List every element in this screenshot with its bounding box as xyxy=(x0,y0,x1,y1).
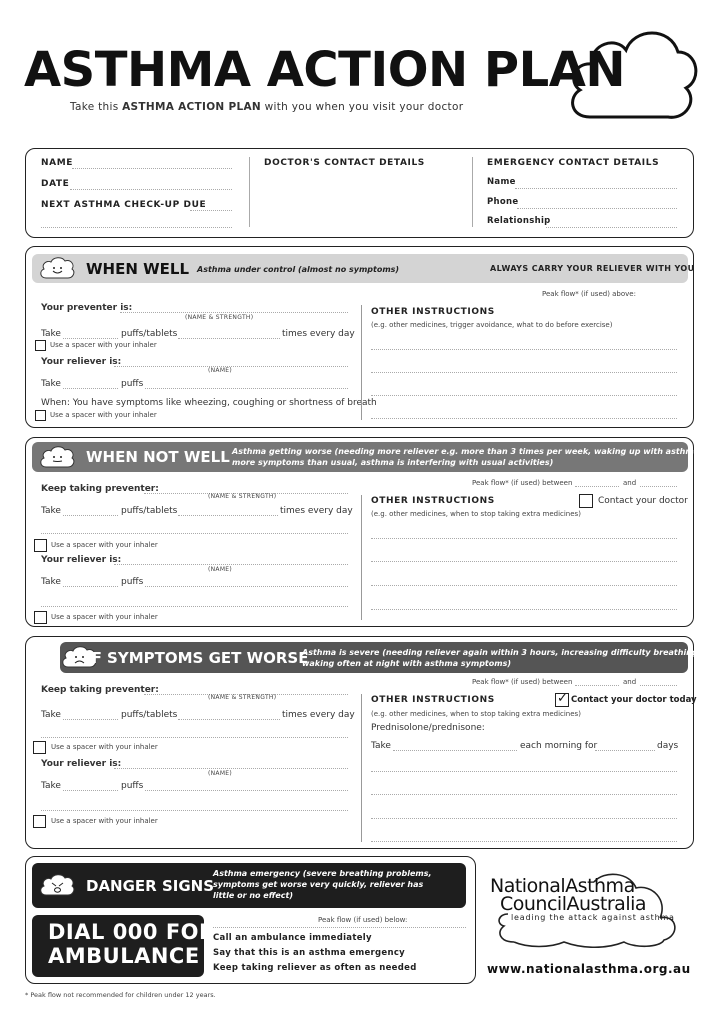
wnw-name-strength: (NAME & STRENGTH) xyxy=(208,493,277,500)
iw-contact-today-checkbox[interactable] xyxy=(555,693,569,707)
happy-cloud-icon xyxy=(38,256,76,280)
iw-extra-line-2[interactable] xyxy=(41,810,348,811)
iw-days-field[interactable] xyxy=(595,750,655,751)
iw-name-only: (NAME) xyxy=(208,770,233,777)
iw-peak-field-1[interactable] xyxy=(575,685,619,686)
wnw-other-line-3[interactable] xyxy=(371,585,677,586)
iw-pred-take: Take xyxy=(371,741,391,751)
iw-spacer-checkbox-1[interactable] xyxy=(33,741,46,754)
danger-step-3: Keep taking reliever as often as needed xyxy=(213,963,417,973)
ww-preventer-field[interactable] xyxy=(120,312,348,313)
iw-extra-line[interactable] xyxy=(41,737,348,738)
divider xyxy=(472,157,473,227)
brand-line-1: NationalAsthma xyxy=(490,875,635,897)
iw-spacer-text-1: Use a spacer with your inhaler xyxy=(51,743,158,751)
brand-tagline: leading the attack against asthma xyxy=(511,913,675,922)
ww-spacer-text-2: Use a spacer with your inhaler xyxy=(50,411,157,419)
ww-take-label: Take xyxy=(41,329,61,339)
iw-reliever-puffs: puffs xyxy=(121,781,144,791)
doctor-contact-label: DOCTOR'S CONTACT DETAILS xyxy=(264,158,425,168)
danger-step-1: Call an ambulance immediately xyxy=(213,933,372,943)
wnw-reliever-puffs: puffs xyxy=(121,577,144,587)
if-worse-title: IF SYMPTOMS GET WORSE xyxy=(86,649,309,667)
wnw-peak-label: Peak flow* (if used) between xyxy=(472,479,573,487)
wnw-peak-field-1[interactable] xyxy=(575,486,619,487)
iw-take-label: Take xyxy=(41,710,61,720)
wnw-times-every-day: times every day xyxy=(280,506,353,516)
page-subtitle: Take this ASTHMA ACTION PLAN with you when you visit your doctor xyxy=(70,101,464,113)
em-relationship-field[interactable] xyxy=(546,227,677,228)
wnw-extra-line[interactable] xyxy=(41,533,348,534)
wnw-take-label: Take xyxy=(41,506,61,516)
iw-reliever-field[interactable] xyxy=(114,768,348,769)
wnw-peak-field-2[interactable] xyxy=(640,486,677,487)
ww-reliever-label: Your reliever is: xyxy=(41,357,122,367)
dial-000-line-2: AMBULANCE xyxy=(48,944,200,968)
iw-other-line-1[interactable] xyxy=(371,771,677,772)
wnw-other-line-4[interactable] xyxy=(371,609,677,610)
ww-other-line-2[interactable] xyxy=(371,372,677,373)
ww-other-hint: (e.g. other medicines, trigger avoidance, what to do before exercise) xyxy=(371,321,613,329)
emergency-contact-label: EMERGENCY CONTACT DETAILS xyxy=(487,158,660,168)
ww-preventer-label: Your preventer is: xyxy=(41,303,133,313)
iw-peak-and: and xyxy=(623,678,637,686)
wnw-desc-2: more symptoms than usual, asthma is interfering with usual activities) xyxy=(232,458,554,467)
danger-peak-label: Peak flow (if used) below: xyxy=(318,916,408,924)
name-field[interactable] xyxy=(72,168,232,169)
danger-step-2: Say that this is an asthma emergency xyxy=(213,948,406,958)
ww-other-label: OTHER INSTRUCTIONS xyxy=(371,307,495,317)
wnw-reliever-field[interactable] xyxy=(114,564,348,565)
wnw-other-label: OTHER INSTRUCTIONS xyxy=(371,496,495,506)
iw-take-field[interactable] xyxy=(63,719,118,720)
date-label: DATE xyxy=(41,179,70,189)
ww-spacer-checkbox-1[interactable] xyxy=(35,340,46,351)
ww-puffs-tablets: puffs/tablets xyxy=(121,329,178,339)
iw-spacer-checkbox-2[interactable] xyxy=(33,815,46,828)
wnw-times-field[interactable] xyxy=(178,515,278,516)
brand-line-2: CouncilAustralia xyxy=(500,893,647,915)
ww-other-line-3[interactable] xyxy=(371,395,677,396)
iw-other-line-3[interactable] xyxy=(371,818,677,819)
ww-reliever-take-field[interactable] xyxy=(63,388,118,389)
danger-desc-2: symptoms get worse very quickly, reliever has xyxy=(213,880,424,889)
em-phone-field[interactable] xyxy=(517,208,677,209)
iw-peak-field-2[interactable] xyxy=(640,685,677,686)
wnw-other-line-2[interactable] xyxy=(371,561,677,562)
ww-spacer-text-1: Use a spacer with your inhaler xyxy=(50,341,157,349)
em-name-label: Name xyxy=(487,177,516,187)
neutral-cloud-icon xyxy=(38,445,76,469)
iw-reliever-puffs-field[interactable] xyxy=(145,790,348,791)
when-well-desc: Asthma under control (almost no symptoms) xyxy=(197,265,400,274)
iw-contact-today-label: Contact your doctor today xyxy=(571,695,697,705)
wnw-desc-1: Asthma getting worse (needing more reliever e.g. more than 3 times per week, waking up with asthma, xyxy=(232,447,703,456)
iw-puffs-tablets: puffs/tablets xyxy=(121,710,178,720)
iw-spacer-text-2: Use a spacer with your inhaler xyxy=(51,817,158,825)
wnw-name-only: (NAME) xyxy=(208,566,233,573)
wnw-extra-line-2[interactable] xyxy=(41,606,348,607)
iw-other-line-4[interactable] xyxy=(371,841,677,842)
footnote: * Peak flow not recommended for children under 12 years. xyxy=(25,991,216,999)
em-phone-label: Phone xyxy=(487,197,519,207)
checkup-label: NEXT ASTHMA CHECK-UP DUE xyxy=(41,200,207,210)
wnw-other-line-1[interactable] xyxy=(371,538,677,539)
em-name-field[interactable] xyxy=(515,188,677,189)
wnw-reliever-label: Your reliever is: xyxy=(41,555,122,565)
iw-times-every-day: times every day xyxy=(282,710,355,720)
iw-other-line-2[interactable] xyxy=(371,794,677,795)
brand-url[interactable]: www.nationalasthma.org.au xyxy=(487,962,691,976)
wnw-spacer-checkbox-2[interactable] xyxy=(34,611,47,624)
em-relationship-label: Relationship xyxy=(487,216,551,226)
wnw-spacer-text-1: Use a spacer with your inhaler xyxy=(51,541,158,549)
wnw-peak-and: and xyxy=(623,479,637,487)
when-well-title: WHEN WELL xyxy=(86,260,190,278)
divider xyxy=(361,694,362,842)
iw-keep-label: Keep taking preventer: xyxy=(41,685,159,695)
iw-desc-1: Asthma is severe (needing reliever again within 3 hours, increasing difficulty breathing, xyxy=(302,648,701,657)
ww-times-field[interactable] xyxy=(178,338,280,339)
when-not-well-title: WHEN NOT WELL xyxy=(86,448,230,466)
checkup-field-2[interactable] xyxy=(41,227,232,228)
dial-000-line-1: DIAL 000 FOR xyxy=(48,920,216,944)
ww-other-line-4[interactable] xyxy=(371,418,677,419)
name-label: NAME xyxy=(41,158,74,168)
wnw-spacer-text-2: Use a spacer with your inhaler xyxy=(51,613,158,621)
iw-prednisolone-label: Prednisolone/prednisone: xyxy=(371,723,485,733)
ww-take-field[interactable] xyxy=(63,338,118,339)
wnw-keep-label: Keep taking preventer: xyxy=(41,484,159,494)
check-icon: ✓ xyxy=(557,691,568,706)
danger-desc-3: little or no effect) xyxy=(213,891,294,900)
ww-when-text: When: You have symptoms like wheezing, coughing or shortness of breath xyxy=(41,398,377,408)
wnw-contact-doctor-label: Contact your doctor xyxy=(598,496,688,506)
date-field[interactable] xyxy=(70,189,232,190)
iw-pred-take-field[interactable] xyxy=(393,750,517,751)
iw-reliever-label: Your reliever is: xyxy=(41,759,122,769)
iw-reliever-take-field[interactable] xyxy=(63,790,118,791)
ww-peak-label: Peak flow* (if used) above: xyxy=(542,290,636,298)
iw-other-label: OTHER INSTRUCTIONS xyxy=(371,695,495,705)
checkup-field[interactable] xyxy=(190,210,232,211)
ww-name-only: (NAME) xyxy=(208,367,233,374)
wnw-reliever-take-field[interactable] xyxy=(63,586,118,587)
ww-reliever-puffs-field[interactable] xyxy=(145,388,348,389)
iw-other-hint: (e.g. other medicines, when to stop taking extra medicines) xyxy=(371,710,581,718)
iw-times-field[interactable] xyxy=(178,719,280,720)
wnw-puffs-tablets: puffs/tablets xyxy=(121,506,178,516)
divider xyxy=(361,305,362,420)
ww-other-line-1[interactable] xyxy=(371,349,677,350)
danger-peak-field[interactable] xyxy=(213,927,466,928)
iw-each-morning: each morning for xyxy=(520,741,598,751)
ww-name-strength: (NAME & STRENGTH) xyxy=(185,314,254,321)
wnw-other-hint: (e.g. other medicines, when to stop taking extra medicines) xyxy=(371,510,581,518)
iw-name-strength: (NAME & STRENGTH) xyxy=(208,694,277,701)
divider xyxy=(361,495,362,620)
ww-times-every-day: times every day xyxy=(282,329,355,339)
danger-desc-1: Asthma emergency (severe breathing problems, xyxy=(213,869,432,878)
wnw-spacer-checkbox-1[interactable] xyxy=(34,539,47,552)
wnw-reliever-take: Take xyxy=(41,577,61,587)
divider xyxy=(249,157,250,227)
iw-desc-2: waking often at night with asthma symptoms) xyxy=(302,659,511,668)
distressed-cloud-icon xyxy=(38,873,76,897)
iw-days: days xyxy=(657,741,679,751)
ww-spacer-checkbox-2[interactable] xyxy=(35,410,46,421)
wnw-take-field[interactable] xyxy=(63,515,118,516)
iw-reliever-take: Take xyxy=(41,781,61,791)
ww-reliever-puffs: puffs xyxy=(121,379,144,389)
wnw-contact-doctor-checkbox[interactable] xyxy=(579,494,593,508)
page-title: ASTHMA ACTION PLAN xyxy=(24,42,626,98)
iw-peak-label: Peak flow* (if used) between xyxy=(472,678,573,686)
danger-title: DANGER SIGNS xyxy=(86,877,214,895)
ww-reliever-take: Take xyxy=(41,379,61,389)
always-carry-text: ALWAYS CARRY YOUR RELIEVER WITH YOU xyxy=(490,264,695,273)
wnw-reliever-puffs-field[interactable] xyxy=(145,586,348,587)
